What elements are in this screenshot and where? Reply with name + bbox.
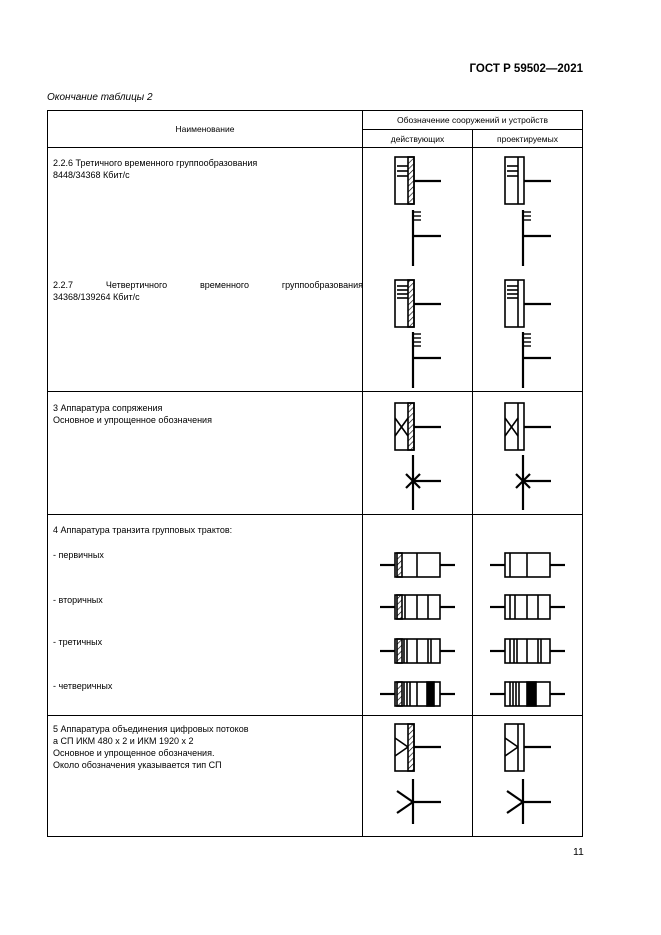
- transit-tertiary-existing-symbol: [380, 639, 455, 663]
- tertiary-grouping-existing-symbol: [395, 157, 441, 204]
- tertiary-grouping-existing-simplified-symbol: [413, 210, 441, 266]
- row-2-2-7-word: Четвертичного: [105, 280, 168, 290]
- quaternary-grouping-planned-simplified-symbol: [523, 332, 551, 388]
- interface-equipment-planned-simplified-symbol: [516, 455, 551, 510]
- interface-equipment-planned-symbol: [505, 403, 551, 450]
- transit-tertiary-planned-symbol: [490, 639, 565, 663]
- row-5-line-3: Основное и упрощенное обозначения.: [53, 748, 215, 758]
- interface-equipment-existing-symbol: [395, 403, 441, 450]
- row-3-subtitle: Основное и упрощенное обозначения: [53, 415, 212, 425]
- row-4-item-tertiary: - третичных: [53, 637, 103, 647]
- transit-primary-existing-symbol: [380, 553, 455, 577]
- transit-quaternary-existing-symbol: [380, 682, 455, 706]
- row-4-item-primary: - первичных: [53, 550, 104, 560]
- table-caption: Окончание таблицы 2: [47, 92, 153, 103]
- row-2-2-7-rate: 34368/139264 Кбит/с: [53, 292, 140, 302]
- row-2-2-7-word: группообразования: [281, 280, 363, 290]
- row-4-title: 4 Аппаратура транзита групповых трактов:: [53, 525, 233, 535]
- row-4-item-secondary: - вторичных: [53, 595, 103, 605]
- tertiary-grouping-planned-simplified-symbol: [523, 210, 551, 266]
- stream-combining-planned-symbol: [505, 724, 551, 771]
- stream-combining-planned-simplified-symbol: [507, 779, 551, 824]
- row-2-2-6-title: 2.2.6 Третичного временного группообразования: [53, 158, 258, 168]
- quaternary-grouping-existing-symbol: [395, 280, 441, 327]
- transit-secondary-existing-symbol: [380, 595, 455, 619]
- row-2-2-7-number: 2.2.7: [53, 280, 74, 290]
- tertiary-grouping-planned-symbol: [505, 157, 551, 204]
- row-2-2-6-rate: 8448/34368 Кбит/с: [53, 170, 130, 180]
- column-header-planned: проектируемых: [497, 134, 558, 144]
- page-number: 11: [573, 846, 584, 858]
- row-3-title: 3 Аппаратура сопряжения: [53, 403, 163, 413]
- column-header-name: Наименование: [175, 124, 235, 134]
- quaternary-grouping-planned-symbol: [505, 280, 551, 327]
- column-header-existing: действующих: [390, 134, 445, 144]
- transit-secondary-planned-symbol: [490, 595, 565, 619]
- row-5-line-4: Около обозначения указывается тип СП: [53, 760, 222, 770]
- transit-quaternary-planned-symbol: [490, 682, 565, 706]
- standard-number: ГОСТ Р 59502—2021: [469, 63, 583, 75]
- row-5-line-1: 5 Аппаратура объединения цифровых потоков: [53, 724, 249, 734]
- row-4-item-quaternary: - четверичных: [53, 681, 113, 691]
- column-header-designation: Обозначение сооружений и устройств: [397, 115, 548, 125]
- row-5-line-2: а СП ИКМ 480 х 2 и ИКМ 1920 х 2: [53, 736, 194, 746]
- transit-primary-planned-symbol: [490, 553, 565, 577]
- stream-combining-existing-simplified-symbol: [397, 779, 441, 824]
- quaternary-grouping-existing-simplified-symbol: [413, 332, 441, 388]
- interface-equipment-existing-simplified-symbol: [406, 455, 441, 510]
- stream-combining-existing-symbol: [395, 724, 441, 771]
- row-2-2-7-word: временного: [199, 280, 250, 290]
